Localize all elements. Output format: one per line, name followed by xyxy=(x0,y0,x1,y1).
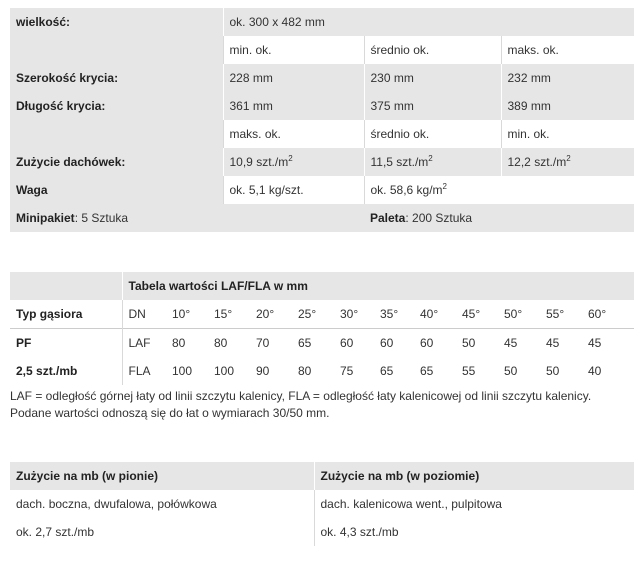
coverage-length-avg: 375 mm xyxy=(364,92,501,120)
coverage-width-min: 228 mm xyxy=(223,64,364,92)
value-cell: 65 xyxy=(420,364,434,378)
value-cell: 75 xyxy=(340,364,354,378)
consumption-header-row xyxy=(10,462,634,490)
vertical-consumption-header: Zużycie na mb (w pionie) xyxy=(16,469,159,483)
coverage-length-label: Długość krycia: xyxy=(16,99,106,113)
value-cell: 80 xyxy=(208,329,250,358)
header-max: maks. ok. xyxy=(501,36,634,64)
laf-table-title: Tabela wartości LAF/FLA w mm xyxy=(128,279,308,293)
consumption-values-row xyxy=(10,518,634,546)
coverage-length-row xyxy=(10,92,634,120)
fla-row xyxy=(10,357,634,385)
coverage-width-max: 232 mm xyxy=(501,64,634,92)
laf-fla-table xyxy=(10,272,634,385)
value-cell: 70 xyxy=(250,329,292,358)
value-cell: 50 xyxy=(504,364,518,378)
minipack-value: : 5 Sztuka xyxy=(74,211,129,225)
horizontal-types: dach. kalenicowa went., pulpitowa xyxy=(314,490,634,518)
header-min-2: min. ok. xyxy=(501,120,634,148)
row-label: PF xyxy=(16,336,32,350)
laf-row xyxy=(10,329,634,358)
laf-angle-row xyxy=(10,300,634,329)
coverage-length-min: 361 mm xyxy=(223,92,364,120)
header-avg: średnio ok. xyxy=(364,36,501,64)
dn-label: DN xyxy=(122,300,166,329)
spec-header-row-1 xyxy=(10,36,634,64)
angle-cell: 30° xyxy=(340,307,359,321)
value-cell: 100 xyxy=(214,364,235,378)
value-cell: 40 xyxy=(588,364,602,378)
angle-cell: 10° xyxy=(172,307,191,321)
tile-usage-max: 10,9 szt./m xyxy=(229,155,289,169)
laf-title-row xyxy=(10,272,634,300)
vertical-value: ok. 2,7 szt./mb xyxy=(16,525,95,539)
spec-table xyxy=(10,8,634,232)
angle-cell: 25° xyxy=(298,307,317,321)
row-kind: LAF xyxy=(122,329,166,358)
value-cell: 60 xyxy=(334,329,374,358)
packaging-row xyxy=(10,204,634,232)
angle-cell: 45° xyxy=(462,307,481,321)
coverage-length-max: 389 mm xyxy=(501,92,634,120)
weight-row: Waga ok. 5,1 kg/szt. ok. 58,6 $kg/m^2$ xyxy=(10,176,634,204)
value-cell: 60 xyxy=(374,329,414,358)
tile-usage-label: Zużycie dachówek: xyxy=(16,155,126,169)
horizontal-value: ok. 4,3 szt./mb xyxy=(314,518,634,546)
pallet-value: : 200 Sztuka xyxy=(405,211,473,225)
laf-fla-note: LAF = odległość górnej łaty od linii szczytu kalenicy, FLA = odległość łaty kalenicowej od linii szczytu kalenicy. Podane wartości odnoszą się do łat o wymiarach 30/50 mm. xyxy=(10,389,592,420)
coverage-width-avg: 230 mm xyxy=(364,64,501,92)
tile-usage-row: Zużycie dachówek: 10,9 $szt./m^2$ 11,5 $szt./m^2$ 12,2 $szt./m^2$ xyxy=(10,148,634,176)
spec-header-row-2 xyxy=(10,120,634,148)
size-label: wielkość: xyxy=(16,15,71,29)
weight-label: Waga xyxy=(16,183,48,197)
size-value: ok. 300 x 482 mm xyxy=(223,8,634,36)
row-kind: FLA xyxy=(122,357,166,385)
value-cell: 45 xyxy=(540,329,582,358)
value-cell: 80 xyxy=(298,364,312,378)
value-cell: 90 xyxy=(256,364,270,378)
value-cell: 100 xyxy=(172,364,193,378)
header-avg-2: średnio ok. xyxy=(364,120,501,148)
tile-usage-avg: 11,5 szt./m xyxy=(370,155,429,169)
tile-usage-min: 12,2 szt./m xyxy=(507,155,567,169)
angle-cell: 20° xyxy=(256,307,275,321)
value-cell: 80 xyxy=(166,329,208,358)
angle-cell: 35° xyxy=(380,307,399,321)
weight-per-piece: ok. 5,1 kg/szt. xyxy=(223,176,364,204)
header-max-2: maks. ok. xyxy=(223,120,364,148)
ridge-type-label: Typ gąsiora xyxy=(16,307,83,321)
horizontal-consumption-header: Zużycie na mb (w poziomie) xyxy=(320,469,480,483)
value-cell: 65 xyxy=(292,329,334,358)
header-min: min. ok. xyxy=(223,36,364,64)
value-cell: 45 xyxy=(582,329,634,358)
minipack-label: Minipakiet xyxy=(16,211,75,225)
consumption-types-row xyxy=(10,490,634,518)
value-cell: 50 xyxy=(456,329,498,358)
value-cell: 55 xyxy=(462,364,476,378)
angle-cell: 40° xyxy=(420,307,439,321)
vertical-types: dach. boczna, dwufalowa, połówkowa xyxy=(16,497,217,511)
value-cell: 50 xyxy=(546,364,560,378)
angle-cell: 50° xyxy=(504,307,523,321)
angle-cell: 15° xyxy=(214,307,233,321)
angle-cell: 55° xyxy=(546,307,565,321)
value-cell: 60 xyxy=(414,329,456,358)
coverage-width-row xyxy=(10,64,634,92)
coverage-width-label: Szerokość krycia: xyxy=(16,71,119,85)
row-label: 2,5 szt./mb xyxy=(16,364,78,378)
consumption-table xyxy=(10,462,634,546)
pallet-label: Paleta xyxy=(370,211,406,225)
angle-cell: 60° xyxy=(588,307,607,321)
size-row xyxy=(10,8,634,36)
weight-per-area: ok. 58,6 kg/m xyxy=(370,183,443,197)
value-cell: 65 xyxy=(380,364,394,378)
value-cell: 45 xyxy=(498,329,540,358)
